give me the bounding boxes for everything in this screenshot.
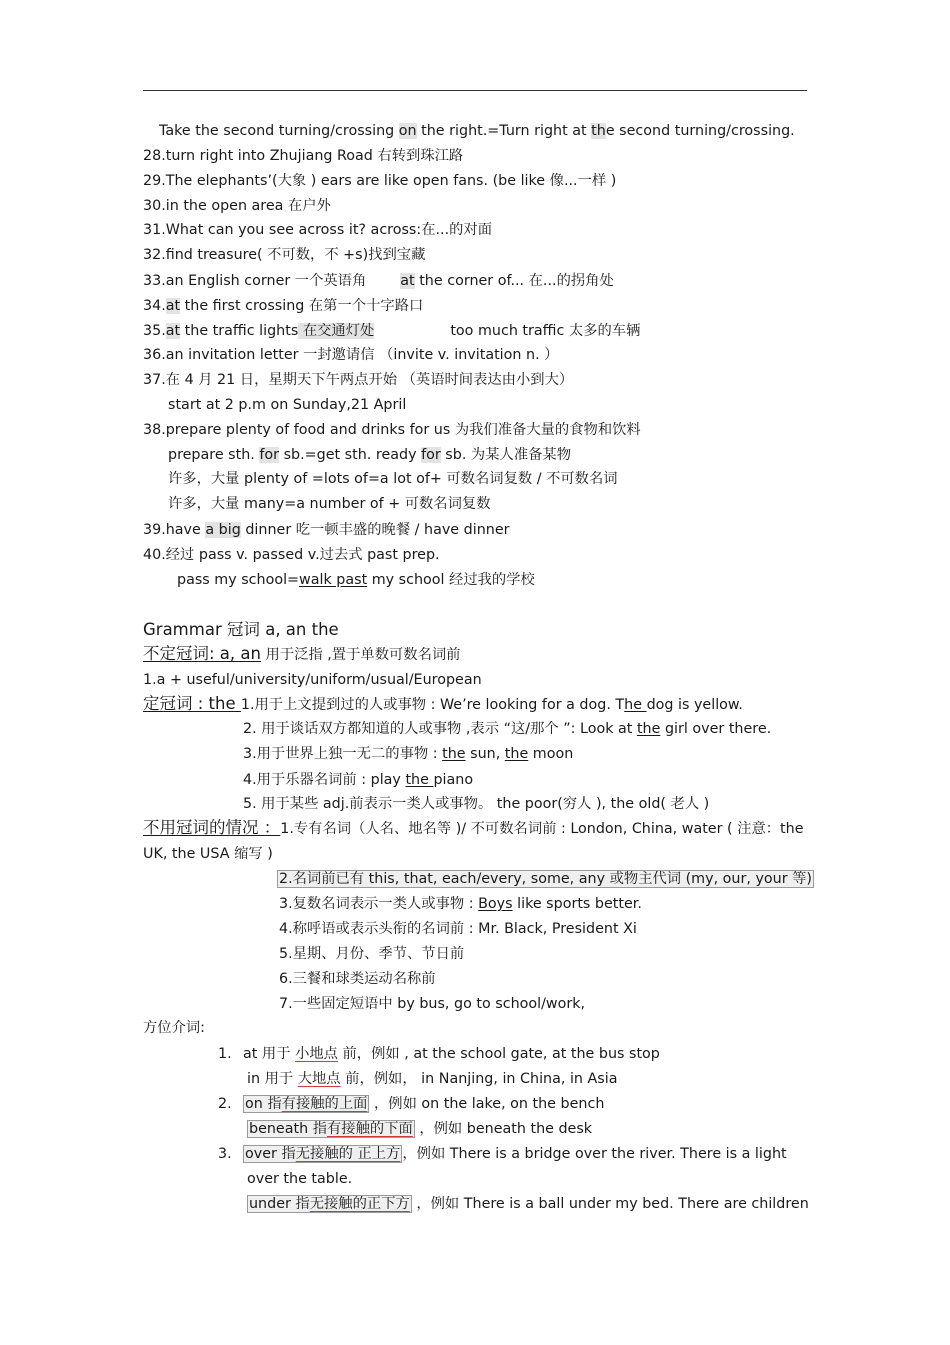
text: 用于泛指 ,置于单数可数名词前	[260, 647, 461, 663]
text: the traffic lights	[180, 323, 299, 339]
highlight-traffic: 在交通灯处	[298, 323, 375, 339]
indefinite-article-label: 不定冠词: a, an	[143, 644, 261, 663]
prep-beneath-line	[247, 1120, 592, 1138]
text: moon	[528, 746, 574, 762]
text: e second turning/crossing.	[605, 123, 795, 139]
prep-under-line	[247, 1195, 809, 1213]
line-32: 32.find treasure( 不可数，不 +s)找到宝藏	[143, 247, 426, 263]
text: Take the second turning/crossing	[159, 123, 399, 139]
no-article-line-3	[279, 895, 642, 913]
underlined-no-contact-below: 无接触的正下方	[309, 1196, 410, 1212]
underlined-the: the	[636, 721, 661, 737]
text: ，例如 There is a bridge over the river. There is a light	[402, 1146, 787, 1162]
prep-on-line	[243, 1095, 604, 1113]
text: sb.=get sth. ready	[279, 447, 422, 463]
prep-number-2: 2.	[218, 1096, 232, 1112]
prep-at-line	[243, 1045, 660, 1063]
text: 4.用于乐器名词前 : play	[243, 772, 406, 788]
line-35	[143, 322, 640, 340]
text: prepare sth.	[168, 447, 260, 463]
underlined-walk-past: walk past	[299, 572, 368, 588]
text: girl over there.	[660, 721, 772, 737]
text: 3.复数名词表示一类人或事物 :	[279, 896, 479, 912]
no-article-line-1	[143, 818, 804, 838]
text: the first crossing 在第一个十字路口	[180, 298, 424, 314]
underlined-boys: Boys	[478, 896, 513, 912]
no-article-label: 不用冠词的情况 ：	[143, 818, 281, 837]
text: piano	[433, 772, 474, 788]
underlined-big-place: 大地点	[297, 1071, 341, 1087]
highlight-at: at	[165, 298, 181, 314]
text: the corner of... 在...的拐角处	[414, 273, 614, 289]
definite-article-line-5: 5. 用于某些 adj.前表示一类人或事物。 the poor(穷人 ), the old( 老人 )	[243, 796, 710, 812]
text: my school 经过我的学校	[367, 572, 535, 588]
underlined-contact-below: 有接触的下面	[327, 1121, 413, 1137]
highlight-th: th	[591, 123, 606, 139]
underlined-contact-above: 有接触的上面	[281, 1096, 368, 1112]
no-article-line-7: 7.一些固定短语中 by bus, go to school/work,	[279, 996, 586, 1012]
definite-article-line-4	[243, 771, 473, 789]
text: sb. 为某人准备某物	[440, 447, 572, 463]
text: at 用于	[243, 1046, 296, 1062]
text: over 指	[245, 1146, 296, 1162]
text: dog is yellow.	[646, 697, 743, 713]
no-article-line-6: 6.三餐和球类运动名称前	[279, 971, 436, 987]
prep-in-line	[247, 1070, 618, 1088]
text: beneath 指	[249, 1121, 327, 1137]
text: 35.	[143, 323, 166, 339]
text: 1.专有名词（人名、地名等 )/ 不可数名词前 : London, China, water ( 注意：the	[280, 821, 804, 837]
text: too much traffic 太多的车辆	[450, 323, 641, 339]
header-rule	[143, 90, 807, 91]
definite-article-line-3	[243, 745, 573, 763]
text: 1.用于上文提到过的人或事物 : We’re looking for a dog. T	[240, 697, 625, 713]
text: ，例如 There is a ball under my bed. There are children	[411, 1196, 809, 1212]
text: ，例如 on the lake, on the bench	[369, 1096, 605, 1112]
text: 34.	[143, 298, 166, 314]
line-39	[143, 521, 510, 539]
prepositions-title: 方位介词:	[143, 1020, 206, 1036]
indefinite-article-line	[143, 644, 460, 664]
highlight-on: on	[398, 123, 417, 139]
definite-article-label: 定冠词 : the	[143, 694, 241, 713]
line-40: 40.经过 pass v. passed v.过去式 past prep.	[143, 547, 440, 563]
text: 3.用于世界上独一无二的事物 :	[243, 746, 443, 762]
line-34	[143, 297, 423, 315]
boxed-text: 2.名词前已有 this, that, each/every, some, any 或物主代词 (my, our, your 等)	[279, 871, 813, 887]
underlined-the: the	[405, 772, 434, 788]
line-38-d: 许多，大量 many=a number of + 可数名词复数	[168, 496, 491, 512]
indefinite-example: 1.a + useful/university/uniform/usual/European	[143, 672, 482, 688]
text: like sports better.	[512, 896, 642, 912]
definite-article-line-2	[243, 720, 771, 738]
line-38: 38.prepare plenty of food and drinks for us 为我们准备大量的食物和饮料	[143, 422, 641, 438]
highlight-at: at	[165, 323, 181, 339]
text: 前，例如 , at the school gate, at the bus stop	[337, 1046, 660, 1062]
highlight-at: at	[400, 273, 415, 289]
no-article-line-1b: UK, the USA 缩写 )	[143, 846, 273, 862]
line-28: 28.turn right into Zhujiang Road 右转到珠江路	[143, 148, 464, 164]
line-38-b	[168, 446, 571, 464]
line-33	[143, 272, 614, 290]
text: pass my school=	[177, 572, 300, 588]
prep-number-3: 3.	[218, 1146, 232, 1162]
text: 2. 用于谈话双方都知道的人或事物 ,表示 “这/那个 ”: Look at	[243, 721, 637, 737]
underlined-the: the	[442, 746, 466, 762]
text: under 指	[249, 1196, 310, 1212]
definite-article-line-1	[143, 694, 743, 714]
line-40-b	[177, 571, 535, 589]
underlined-no-contact-above: 无接触的 正上方	[295, 1146, 401, 1162]
line-30: 30.in the open area 在户外	[143, 198, 331, 214]
prep-over-line-b: over the table.	[247, 1171, 353, 1187]
line-38-c: 许多，大量 plenty of =lots of=a lot of+ 可数名词复数 / 不可数名词	[168, 471, 618, 487]
line-29: 29.The elephants’(大象 ) ears are like open fans. (be like 像...一样 )	[143, 173, 617, 189]
line-36: 36.an invitation letter 一封邀请信 （invite v. invitation n. ）	[143, 347, 559, 363]
line-37: 37.在 4 月 21 日，星期天下午两点开始 （英语时间表达由小到大）	[143, 372, 574, 388]
grammar-title: Grammar 冠词 a, an the	[143, 620, 339, 639]
text: dinner 吃一顿丰盛的晚餐 / have dinner	[240, 522, 510, 538]
text: the right.=Turn right at	[416, 123, 592, 139]
prep-number-1: 1.	[218, 1046, 232, 1062]
line-37-b: start at 2 p.m on Sunday,21 April	[168, 397, 407, 413]
text: 33.an English corner 一个英语角	[143, 273, 367, 289]
text: sun,	[465, 746, 505, 762]
highlight-for: for	[259, 447, 280, 463]
text: 39.have	[143, 522, 206, 538]
no-article-line-2	[277, 870, 814, 888]
no-article-line-5: 5.星期、月份、季节、节日前	[279, 946, 465, 962]
line-take-second-turning	[159, 122, 795, 140]
highlight-for: for	[421, 447, 441, 463]
underlined-the: the	[504, 746, 529, 762]
text: in 用于	[247, 1071, 298, 1087]
text: ，例如 beneath the desk	[414, 1121, 593, 1137]
text: 前，例如， in Nanjing, in China, in Asia	[340, 1071, 618, 1087]
prep-over-line	[243, 1145, 787, 1163]
highlight-a-big: a big	[205, 522, 241, 538]
no-article-line-4: 4.称呼语或表示头衔的名词前 : Mr. Black, President Xi	[279, 921, 637, 937]
line-31: 31.What can you see across it? across:在...的对面	[143, 222, 493, 238]
underlined-he: he	[624, 697, 647, 713]
text: on 指	[245, 1096, 282, 1112]
underlined-small-place: 小地点	[295, 1046, 338, 1062]
